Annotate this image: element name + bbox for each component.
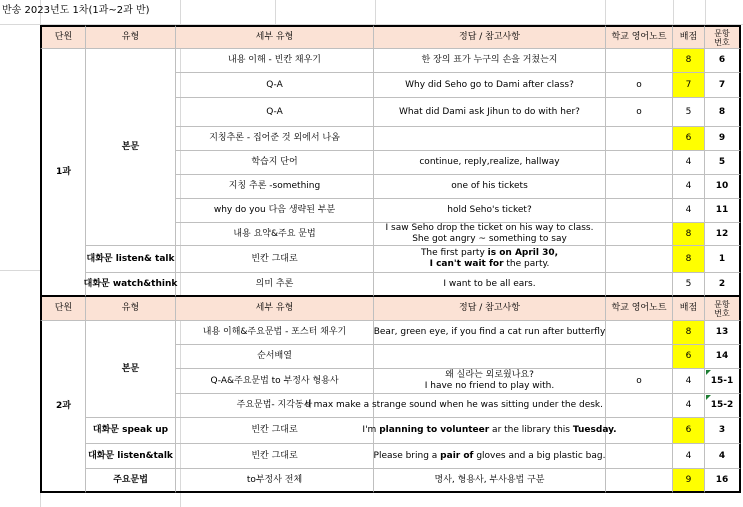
gridline (673, 0, 674, 25)
answer-emphasis: Tuesday. (572, 425, 617, 435)
answer-text: The first party (420, 248, 488, 258)
table-cell-workbook (606, 345, 673, 369)
table-cell-answer (374, 345, 606, 369)
table-cell-points: 7 (673, 73, 705, 98)
table-cell-workbook (606, 273, 673, 297)
comment-indicator (706, 395, 711, 400)
table-cell-workbook (606, 223, 673, 246)
table-cell-subtype: Q-A&주요문법 to 부정사 형용사 (176, 369, 374, 394)
answer-emphasis: is on April 30, (487, 248, 559, 258)
answer-line: I have no friend to play with. (424, 381, 555, 391)
answer-emphasis: I can't wait for (429, 259, 504, 269)
table-cell-qnum: 9 (705, 127, 741, 151)
answer-emphasis: planning to volunteer (379, 425, 490, 435)
answer-line: I saw Seho drop the ticket on his way to class. (385, 223, 594, 233)
answer-line: She got angry ~ something to say (412, 234, 567, 244)
table-cell-workbook (606, 127, 673, 151)
table-cell-points: 8 (673, 321, 705, 345)
table-cell-points: 4 (673, 369, 705, 394)
table-cell-points: 5 (673, 273, 705, 297)
table-cell-qnum: 5 (705, 151, 741, 175)
table-cell-answer (374, 369, 606, 394)
table-cell-answer (374, 246, 606, 273)
table-cell-qnum: 13 (705, 321, 741, 345)
table-cell-answer: I want to be all ears. (374, 273, 606, 297)
table-cell-qnum: 15-1 (705, 369, 741, 394)
header-question-number (705, 297, 741, 321)
table-cell-qnum: 11 (705, 199, 741, 223)
table-cell-subtype: 지칭추론 - 집어준 것 외에서 나옴 (176, 127, 374, 151)
table-cell-answer: Why did Seho go to Dami after class? (374, 73, 606, 98)
table-cell-answer: continue, reply,realize, hallway (374, 151, 606, 175)
header-qnum-line1: 문항 (714, 28, 730, 38)
header-workbook: 학교 영어노트 (606, 297, 673, 321)
table-cell-points: 4 (673, 199, 705, 223)
table-cell-points: 6 (673, 345, 705, 369)
table-cell-subtype: why do you 다음 생략된 부분 (176, 199, 374, 223)
gridline (705, 0, 706, 25)
table-cell-points: 5 (673, 98, 705, 127)
answer-text: gloves and a big plastic bag. (473, 450, 606, 461)
table-cell-points: 9 (673, 469, 705, 493)
table-cell-subtype: to부정사 전체 (176, 469, 374, 493)
answer-line (430, 259, 550, 270)
header-type: 유형 (86, 25, 176, 49)
table-cell-qnum: 2 (705, 273, 741, 297)
table-cell-answer: Bear, green eye, if you find a cat run after butterfly (374, 321, 606, 345)
table-cell-workbook (606, 199, 673, 223)
table-cell-qnum: 8 (705, 98, 741, 127)
table-cell-qnum: 10 (705, 175, 741, 199)
answer-text: Please bring a (373, 450, 441, 461)
comment-indicator (706, 370, 711, 375)
answer-text: the party. (503, 259, 550, 269)
table-cell-points: 6 (673, 418, 705, 444)
header-unit: 단원 (40, 297, 86, 321)
answer-emphasis: pair of (440, 450, 474, 461)
table-cell-points: 4 (673, 444, 705, 469)
table-cell-answer: 명사, 형용사, 부사용법 구분 (374, 469, 606, 493)
type-cell: 대화문 watch&think (86, 273, 176, 297)
table-cell-workbook (606, 49, 673, 73)
table-cell-points: 4 (673, 151, 705, 175)
answer-line (421, 248, 558, 259)
table-cell-qnum: 3 (705, 418, 741, 444)
table-cell-answer: 한 장의 표가 누구의 손을 거쳤는지 (374, 49, 606, 73)
header-type: 유형 (86, 297, 176, 321)
table-cell-qnum: 15-2 (705, 394, 741, 418)
table-cell-subtype: 주요문법- 지각동사 (176, 394, 374, 418)
table-cell-subtype: 내용 이해&주요문법 - 포스터 채우기 (176, 321, 374, 345)
type-cell: 본문 (86, 321, 176, 418)
table-cell-subtype: 학습지 단어 (176, 151, 374, 175)
table-cell-points: 6 (673, 127, 705, 151)
header-answer: 정답 / 참고사항 (374, 297, 606, 321)
table-cell-qnum: 14 (705, 345, 741, 369)
table-cell-workbook (606, 469, 673, 493)
table-cell-workbook (606, 444, 673, 469)
type-cell: 주요문법 (86, 469, 176, 493)
table-cell-qnum: 4 (705, 444, 741, 469)
header-unit: 단원 (40, 25, 86, 49)
table-cell-subtype: 내용 요약&주요 문법 (176, 223, 374, 246)
type-cell: 대화문 listen& talk (86, 246, 176, 273)
table-cell-subtype: Q-A (176, 73, 374, 98)
gridline (275, 0, 276, 25)
answer-text: ar the library this (489, 425, 573, 435)
table-cell-subtype: 순서배열 (176, 345, 374, 369)
table-cell-answer (362, 418, 617, 444)
answer-text: I'm (362, 425, 380, 435)
header-question-number (705, 25, 741, 49)
type-cell: 대화문 speak up (86, 418, 176, 444)
header-points: 배점 (673, 25, 705, 49)
table-cell-subtype: Q-A (176, 98, 374, 127)
answer-line: 왜 실라는 외로웠나요? (445, 370, 534, 380)
gridline (0, 270, 40, 271)
table-cell-qnum: 1 (705, 246, 741, 273)
table-cell-points: 4 (673, 394, 705, 418)
table-cell-workbook (606, 246, 673, 273)
table-cell-answer: What did Dami ask Jihun to do with her? (374, 98, 606, 127)
table-cell-subtype: 빈칸 그대로 (176, 444, 374, 469)
sheet-title: 반송 2023년도 1차(1과~2과 반) (2, 5, 150, 16)
table-cell-answer: hold Seho's ticket? (374, 199, 606, 223)
table-cell-answer: one of his tickets (374, 175, 606, 199)
table-cell-subtype: 빈칸 그대로 (176, 418, 374, 444)
table-cell-workbook (606, 321, 673, 345)
table-cell-workbook (606, 394, 673, 418)
unit-cell: 2과 (40, 321, 86, 493)
table-cell-workbook: o (606, 369, 673, 394)
table-cell-answer (374, 444, 606, 469)
table-cell-qnum: 6 (705, 49, 741, 73)
table-cell-points: 4 (673, 175, 705, 199)
table-cell-answer (374, 223, 606, 246)
header-qnum-line1: 문항 (714, 299, 730, 309)
table-cell-subtype: 지칭 추론 -something (176, 175, 374, 199)
table-cell-workbook (606, 418, 673, 444)
header-answer: 정답 / 참고사항 (374, 25, 606, 49)
table-cell-qnum: 12 (705, 223, 741, 246)
table-cell-points: 8 (673, 246, 705, 273)
table-cell-workbook: o (606, 98, 673, 127)
table-cell-answer: d max make a strange sound when he was sitting under the desk. (374, 394, 606, 418)
type-cell: 대화문 listen&talk (86, 444, 176, 469)
header-qnum-line2: 번호 (714, 308, 730, 318)
gridline (375, 0, 376, 25)
gridline (605, 0, 606, 25)
header-points: 배점 (673, 297, 705, 321)
table-cell-qnum: 16 (705, 469, 741, 493)
type-cell: 본문 (86, 49, 176, 246)
table-cell-qnum: 7 (705, 73, 741, 98)
header-subtype: 세부 유형 (176, 297, 374, 321)
table-cell-workbook: o (606, 73, 673, 98)
table-cell-points: 8 (673, 223, 705, 246)
table-cell-workbook (606, 151, 673, 175)
table-cell-workbook (606, 175, 673, 199)
table-cell-subtype: 의미 추론 (176, 273, 374, 297)
header-qnum-line2: 번호 (714, 37, 730, 47)
table-cell-subtype: 내용 이해 - 빈칸 채우기 (176, 49, 374, 73)
header-subtype: 세부 유형 (176, 25, 374, 49)
table-cell-subtype: 빈칸 그대로 (176, 246, 374, 273)
table-cell-points: 8 (673, 49, 705, 73)
table-cell-answer (374, 127, 606, 151)
header-workbook: 학교 영어노트 (606, 25, 673, 49)
unit-cell: 1과 (40, 49, 86, 297)
